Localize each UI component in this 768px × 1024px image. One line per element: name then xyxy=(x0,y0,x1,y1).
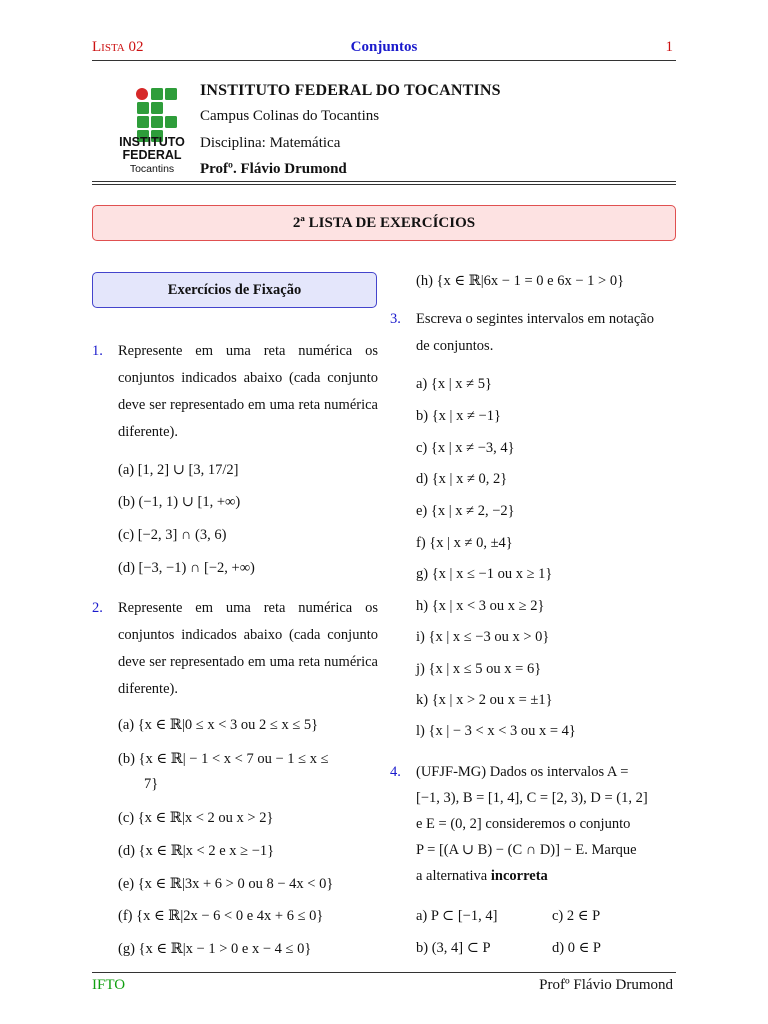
q4-option-b: b) (3, 4] ⊂ P xyxy=(416,940,491,956)
q3-item-h: h) {x | x < 3 ou x ≥ 2} xyxy=(416,598,545,614)
professor-name: Profº. Flávio Drumond xyxy=(200,161,347,177)
q3-item-i: i) {x | x ≤ −3 ou x > 0} xyxy=(416,629,550,645)
q3-item-d: d) {x | x ≠ 0, 2} xyxy=(416,471,508,487)
q1-number: 1. xyxy=(92,343,103,359)
list-banner: 2ª LISTA DE EXERCÍCIOS xyxy=(92,205,676,241)
q4-line-2: [−1, 3), B = [1, 4], C = [2, 3), D = (1, 2] xyxy=(416,790,648,806)
q4-number: 4. xyxy=(390,764,401,780)
q3-text-line-1: Escreva o segintes intervalos em notação xyxy=(416,311,654,327)
logo-text-federal: FEDERAL xyxy=(122,148,182,162)
q3-item-l: l) {x | − 3 < x < 3 ou x = 4} xyxy=(416,723,576,739)
title-rule-2 xyxy=(92,184,676,185)
q2-item-b-cont: 7} xyxy=(144,776,159,792)
q2-item-c: (c) {x ∈ ℝ|x < 2 ou x > 2} xyxy=(118,810,274,826)
q2-item-a: (a) {x ∈ ℝ|0 ≤ x < 3 ou 2 ≤ x ≤ 5} xyxy=(118,717,319,733)
q2-item-d: (d) {x ∈ ℝ|x < 2 e x ≥ −1} xyxy=(118,843,275,859)
footer-professor: Profº Flávio Drumond xyxy=(539,977,673,993)
logo-text-instituto: INSTITUTO xyxy=(119,135,185,149)
q4-incorrect-emphasis: incorreta xyxy=(490,868,548,884)
header-page-number: 1 xyxy=(665,39,673,55)
q2-item-f: (f) {x ∈ ℝ|2x − 6 < 0 e 4x + 6 ≤ 0} xyxy=(118,908,324,924)
q3-item-g: g) {x | x ≤ −1 ou x ≥ 1} xyxy=(416,566,553,582)
q2-number: 2. xyxy=(92,600,103,616)
footer-rule xyxy=(92,972,676,973)
q4-option-d: d) 0 ∈ P xyxy=(552,940,602,956)
q3-item-j: j) {x | x ≤ 5 ou x = 6} xyxy=(416,661,542,677)
q2-item-e: (e) {x ∈ ℝ|3x + 6 > 0 ou 8 − 4x < 0} xyxy=(118,876,334,892)
q4-line-1: (UFJF-MG) Dados os intervalos A = xyxy=(416,764,629,780)
q3-text-line-2: de conjuntos. xyxy=(416,338,494,354)
discipline: Disciplina: Matemática xyxy=(200,135,341,151)
q3-item-b: b) {x | x ≠ −1} xyxy=(416,408,501,424)
q1-item-c: (c) [−2, 3] ∩ (3, 6) xyxy=(118,527,227,543)
q2-item-h: (h) {x ∈ ℝ|6x − 1 = 0 e 6x − 1 > 0} xyxy=(416,273,625,289)
q3-item-k: k) {x | x > 2 ou x = ±1} xyxy=(416,692,553,708)
header-title: Conjuntos xyxy=(350,39,418,55)
q3-item-f: f) {x | x ≠ 0, ±4} xyxy=(416,535,513,551)
logo-text-tocantins: Tocantins xyxy=(129,163,175,175)
section-title-box: Exercícios de Fixação xyxy=(92,272,377,308)
q2-text: Represente em uma reta numérica os conjuntos indicados abaixo (cada conjunto deve ser representado em uma reta numérica diferente). xyxy=(118,600,378,697)
institution-name: INSTITUTO FEDERAL DO TOCANTINS xyxy=(200,82,501,99)
q4-line-4: P = [(A ∪ B) − (C ∩ D)] − E. Marque xyxy=(416,842,637,858)
q1-item-a: (a) [1, 2] ∪ [3, 17/2] xyxy=(118,462,239,478)
q3-item-c: c) {x | x ≠ −3, 4} xyxy=(416,440,515,456)
q1-text: Represente em uma reta numérica os conjuntos indicados abaixo (cada conjunto deve ser representado em uma reta numérica diferente). xyxy=(118,343,378,440)
q1-item-d: (d) [−3, −1) ∩ [−2, +∞) xyxy=(118,560,255,576)
q1-item-b: (b) (−1, 1) ∪ [1, +∞) xyxy=(118,494,241,510)
header-list-label: Lista 02 xyxy=(92,39,144,55)
q3-item-e: e) {x | x ≠ 2, −2} xyxy=(416,503,515,519)
title-rule-1 xyxy=(92,181,676,182)
ifto-logo xyxy=(112,86,192,178)
footer-institution: IFTO xyxy=(92,977,126,993)
q4-line-5-prefix: a alternativa xyxy=(416,868,491,884)
q4-option-c: c) 2 ∈ P xyxy=(552,908,601,924)
q4-line-5 xyxy=(416,863,548,890)
q3-item-a: a) {x | x ≠ 5} xyxy=(416,376,492,392)
q2-item-b: (b) {x ∈ ℝ| − 1 < x < 7 ou − 1 ≤ x ≤ xyxy=(118,751,329,767)
q2-item-g: (g) {x ∈ ℝ|x − 1 > 0 e x − 4 ≤ 0} xyxy=(118,941,312,957)
header-rule xyxy=(92,60,676,61)
q4-line-3: e E = (0, 2] consideremos o conjunto xyxy=(416,816,631,832)
campus-name: Campus Colinas do Tocantins xyxy=(200,108,380,124)
q4-option-a: a) P ⊂ [−1, 4] xyxy=(416,908,498,924)
q3-number: 3. xyxy=(390,311,401,327)
